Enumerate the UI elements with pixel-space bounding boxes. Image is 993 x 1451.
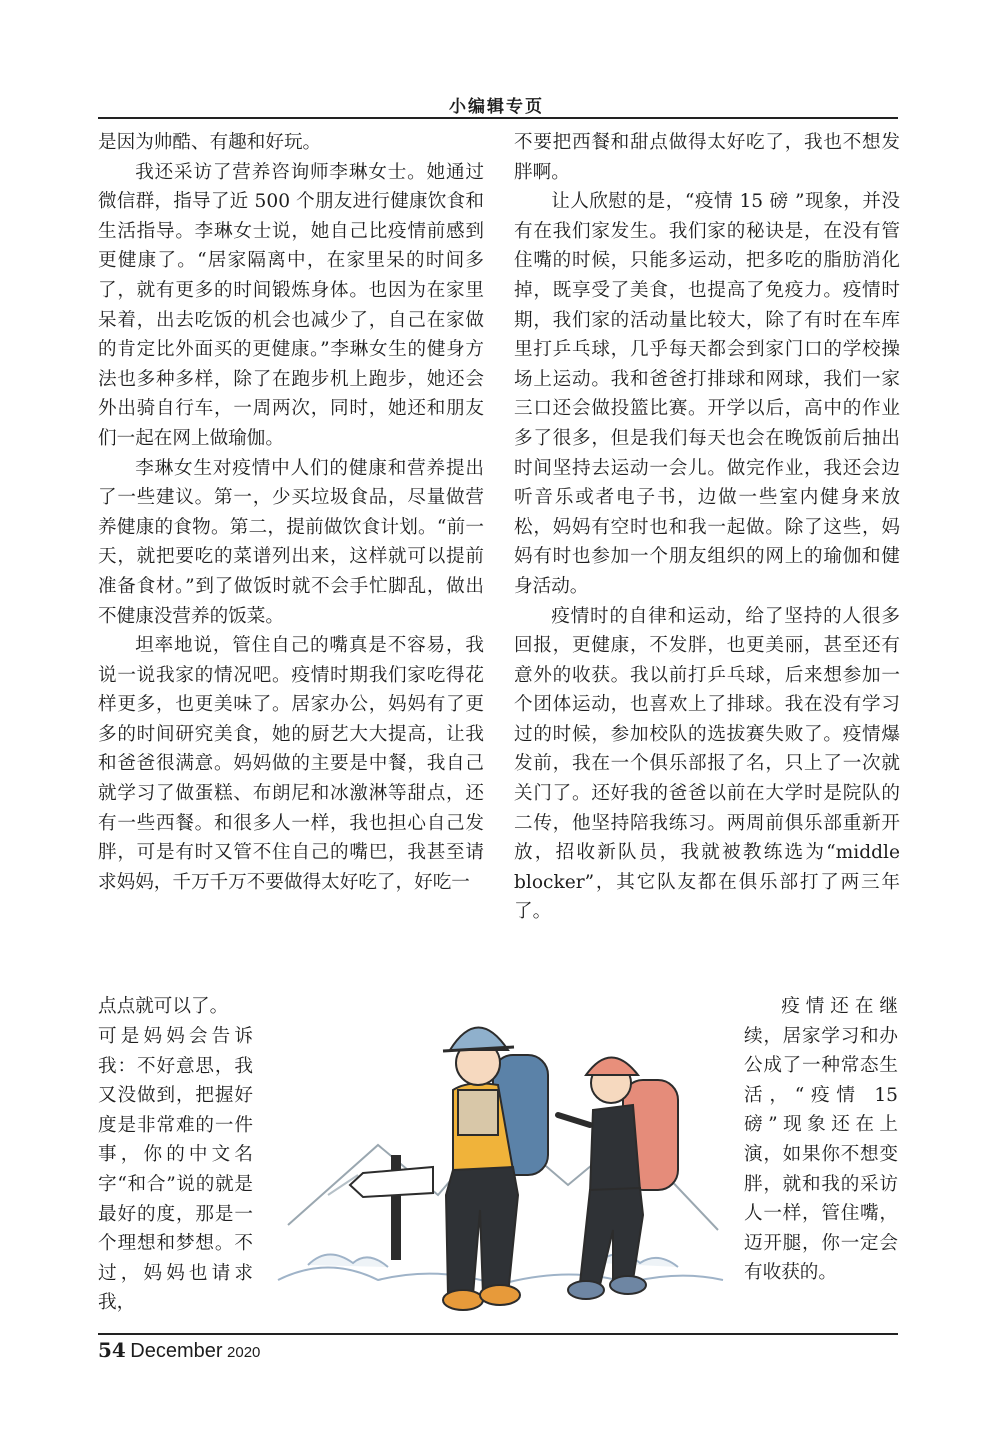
paragraph: 不要把西餐和甜点做得太好吃了，我也不想发胖啊。 [514, 132, 900, 183]
hikers-illustration-icon [268, 995, 733, 1320]
paragraph: 李琳女生对疫情中人们的健康和营养提出了一些建议。第一，少买垃圾食品，尽量做营养健康的食物。第二，提前做饮食计划。“前一天，就把要吃的菜谱列出来，这样就可以提前准备食材。”到了做饭时就不会手忙脚乱，做出不健康没营养的饭菜。 [98, 457, 484, 627]
page-footer [98, 1338, 260, 1363]
paragraph: 是因为帅酷、有趣和好玩。 [98, 132, 322, 153]
footer-rule [98, 1333, 898, 1335]
paragraph: 让人欣慰的是，“疫情 15 磅 ”现象，并没有在我们家发生。我们家的秘诀是，在没有管住嘴的时候，只能多运动，把多吃的脂肪消化掉，既享受了美食，也提高了免疫力。疫情时期，我们家的活动量比较大，除了有时在车库里打乒乓球，几乎每天都会到家门口的学校操场上运动。我和爸爸打排球和网球，我们一家三口还会做投篮比赛。开学以后，高中的作业多了很多，但是我们每天也会在晚饭前后抽出时间坚持去运动一会儿。做完作业，我还会边听音乐或者电子书，边做一些室内健身来放松，妈妈有空时也和我一起做。除了这些，妈妈有时也参加一个朋友组织的网上的瑜伽和健身活动。 [514, 191, 900, 597]
paragraph: 疫情还在继续，居家学习和办公成了一种常态生活，“疫情 15 磅”现象还在上演，如果你不想变胖，就和我的采访人一样，管住嘴，迈开腿，你一定会有收获的。 [744, 996, 898, 1284]
paragraph-continuation: 点点就可以了。 [98, 996, 229, 1017]
paragraph: 我还采访了营养咨询师李琳女士。她通过微信群，指导了近 500 个朋友进行健康饮食和生活指导。李琳女士说，她自己比疫情前感到更健康了。“居家隔离中，在家里呆的时间多了，就有更多的时间锻炼身体。也因为在家里呆着，出去吃饭的机会也减少了，自己在家做的肯定比外面买的更健康。”李琳女生的健身方法也多种多样，除了在跑步机上跑步，她还会外出骑自行车，一周两次，同时，她还和朋友们一起在网上做瑜伽。 [98, 161, 484, 449]
paragraph: 疫情时的自律和运动，给了坚持的人很多回报，更健康，不发胖，也更美丽，甚至还有意外的收获。我以前打乒乓球，后来想参加一个团体运动，也喜欢上了排球。我在没有学习过的时候，参加校队的选拔赛失败了。疫情爆发前，我在一个俱乐部报了名，只上了一次就关门了。还好我的爸爸以前在大学时是院队的二传，他坚持陪我练习。两周前俱乐部重新开放，招收新队员，我就被教练选为“middle blocker”，其它队友都在俱乐部打了两三年了。 [514, 605, 900, 923]
left-wrap-text [98, 1022, 253, 1318]
paragraph: 可是妈妈会告诉我：不好意思，我又没做到，把握好度是非常难的一件事，你的中文名字“和合”说的就是最好的度，那是一个理想和梦想。不过，妈妈也请求我， [98, 1026, 253, 1314]
left-column [98, 128, 484, 897]
header-rule [98, 117, 898, 119]
page-header: 小编辑专页 [449, 97, 544, 117]
page-number: 54 [98, 1338, 126, 1362]
right-wrap-text [744, 992, 898, 1288]
right-column [514, 128, 900, 927]
issue-month: December [130, 1340, 223, 1362]
paragraph: 坦率地说，管住自己的嘴真是不容易，我说一说我家的情况吧。疫情时期我们家吃得花样更多，也更美味了。居家办公，妈妈有了更多的时间研究美食，她的厨艺大大提高，让我和爸爸很满意。妈妈做的主要是中餐，我自己就学习了做蛋糕、布朗尼和冰激淋等甜点，还有一些西餐。和很多人一样，我也担心自己发胖，可是有时又管不住自己的嘴巴，我甚至请求妈妈，千万千万不要做得太好吃了，好吃一 [98, 635, 484, 893]
issue-year: 2020 [227, 1344, 261, 1361]
